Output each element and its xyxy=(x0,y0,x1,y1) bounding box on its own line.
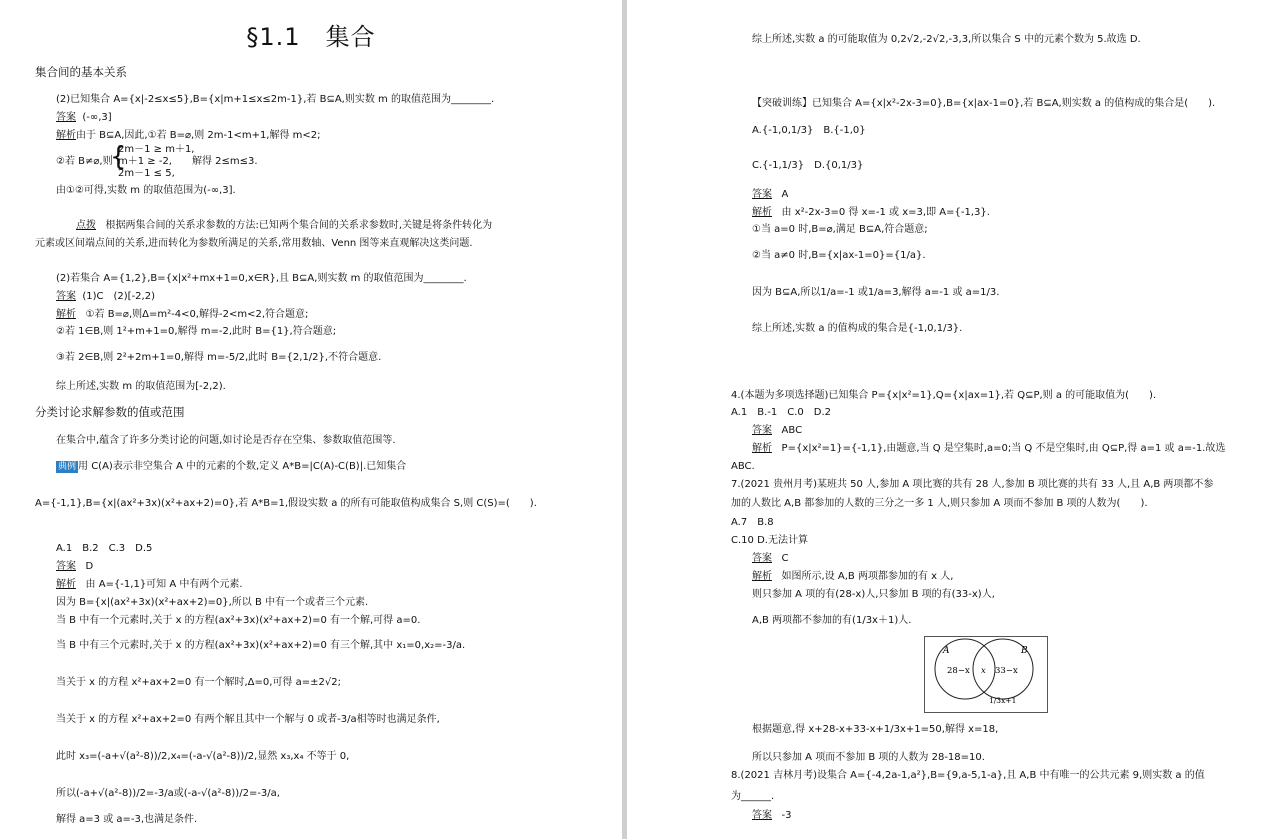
system-eq-1: 2m－1 ≥ m＋1, xyxy=(118,144,195,155)
analysis-label: 解析 xyxy=(56,130,76,141)
system-solution: 解得 2≤m≤3. xyxy=(192,156,258,167)
section-heading-subset: 集合间的基本关系 xyxy=(35,65,127,79)
system-eq-3: 2m－1 ≤ 5, xyxy=(118,168,175,179)
tip-line-1: 点拨 根据两集合间的关系求参数的方法:已知两个集合间的关系求参数时,关键是将条件转化为 xyxy=(76,220,493,231)
example-analysis-2: 因为 B={x|(ax²+3x)(x²+ax+2)=0},所以 B 中有一个或者三个元素. xyxy=(56,597,369,608)
example-options: A.1 B.2 C.3 D.5 xyxy=(56,543,153,554)
analysis-text: 由于 B⊆A,因此,①若 B=⌀,则 2m-1<m+1,解得 m<2; xyxy=(76,130,321,141)
example-line-1: 典例 用 C(A)表示非空集合 A 中的元素的个数,定义 A*B=|C(A)-C(B)|.已知集合 xyxy=(58,461,407,472)
drill-options-cd: C.{-1,1/3} D.{0,1/3} xyxy=(752,160,864,171)
answer-line xyxy=(56,111,112,124)
question-7-analysis-2: 则只参加 A 项的有(28-x)人,只参加 B 项的有(33-x)人, xyxy=(752,589,995,600)
question-7-options-cd: C.10 D.无法计算 xyxy=(731,535,808,546)
drill-analysis-1: 解析 由 x²-2x-3=0 得 x=-1 或 x=3,即 A={-1,3}. xyxy=(752,207,990,218)
drill-analysis-2: ①当 a=0 时,B=⌀,满足 B⊆A,符合题意; xyxy=(752,224,928,235)
question-4-analysis-2: ABC. xyxy=(731,461,755,472)
example-analysis-5: 当关于 x 的方程 x²+ax+2=0 有一个解时,Δ=0,可得 a=±2√2; xyxy=(56,677,341,688)
question-7-analysis-1: 解析 如图所示,设 A,B 两项都参加的有 x 人, xyxy=(752,571,954,582)
region-b-only: 33−x xyxy=(995,666,1018,676)
tip-line-2: 元素或区间端点间的关系,进而转化为参数所满足的关系,常用数轴、Venn 图等来直观解决这类问题. xyxy=(35,238,473,249)
analysis-line-2: 解析 ①若 B=⌀,则Δ=m²-4<0,解得-2<m<2,符合题意; xyxy=(56,309,309,320)
question-8-answer: 答案 -3 xyxy=(752,810,792,821)
example-line-2: A={-1,1},B={x|(ax²+3x)(x²+ax+2)=0},若 A*B=1,假设实数 a 的所有可能取值构成集合 S,则 C(S)=( ). xyxy=(35,498,537,509)
drill-answer: 答案 A xyxy=(752,189,789,200)
example-analysis-6: 当关于 x 的方程 x²+ax+2=0 有两个解且其中一个解与 0 或者-3/a相等时也满足条件, xyxy=(56,714,440,725)
set-a-label: A xyxy=(943,646,950,656)
answer-label: 答案 xyxy=(56,112,76,123)
venn-diagram xyxy=(924,636,1048,713)
question-8-line-2: 为______. xyxy=(731,791,775,802)
question-8-line-1: 8.(2021 吉林月考)设集合 A={-4,2a-1,a²},B={9,a-5,1-a},且 A,B 中有唯一的公共元素 9,则实数 a 的值 xyxy=(731,770,1205,781)
question-7-analysis-3: A,B 两项都不参加的有(1/3x＋1)人. xyxy=(752,615,912,626)
analysis-line xyxy=(56,129,321,142)
answer-value: (-∞,3] xyxy=(82,112,112,123)
question-4-answer: 答案 ABC xyxy=(752,425,803,436)
question-7-answer: 答案 C xyxy=(752,553,789,564)
analysis-summary: 综上所述,实数 m 的取值范围为[-2,2). xyxy=(56,381,226,392)
example-analysis-8: 所以(-a+√(a²-8))/2=-3/a或(-a-√(a²-8))/2=-3/a, xyxy=(56,788,280,799)
region-a-only: 28−x xyxy=(947,666,970,676)
drill-analysis-5: 综上所述,实数 a 的值构成的集合是{-1,0,1/3}. xyxy=(752,323,963,334)
question-7-line-2: 加的人数比 A,B 都参加的人数的三分之一多 1 人,则只参加 A 项而不参加 B 项的人数为( ). xyxy=(731,498,1148,509)
analysis-case-3: ③若 2∈B,则 2²+2m+1=0,解得 m=-5/2,此时 B={2,1/2},不符合题意. xyxy=(56,352,382,363)
question-7-line-1: 7.(2021 贵州月考)某班共 50 人,参加 A 项比赛的共有 28 人,参加 B 项比赛的共有 33 人,且 A,B 两项都不参 xyxy=(731,479,1214,490)
question-7-options-ab: A.7 B.8 xyxy=(731,517,774,528)
venn-svg xyxy=(925,637,1047,712)
page-title: §1.1 集合 xyxy=(246,23,376,51)
question-4: 4.(本题为多项选择题)已知集合 P={x|x²=1},Q={x|ax=1},若 Q⊆P,则 a 的可能取值为( ). xyxy=(731,390,1157,401)
right-page xyxy=(627,0,1270,839)
section-intro: 在集合中,蕴含了许多分类讨论的问题,如讨论是否存在空集、参数取值范围等. xyxy=(56,435,396,446)
drill-question: 【突破训练】已知集合 A={x|x²-2x-3=0},B={x|ax-1=0},若 B⊆A,则实数 a 的值构成的集合是( ). xyxy=(752,98,1216,109)
analysis-case-2: ②若 1∈B,则 1²+m+1=0,解得 m=-2,此时 B={1},符合题意; xyxy=(56,326,337,337)
example-analysis-1: 解析 由 A={-1,1}可知 A 中有两个元素. xyxy=(56,579,243,590)
example-badge: 典例 xyxy=(58,462,77,472)
case-2-label: ②若 B≠⌀,则 xyxy=(56,156,113,167)
example-analysis-7: 此时 x₃=(-a+√(a²-8))/2,x₄=(-a-√(a²-8))/2,显然 x₃,x₄ 不等于 0, xyxy=(56,751,350,762)
drill-analysis-4: 因为 B⊆A,所以1/a=-1 或1/a=3,解得 a=-1 或 a=1/3. xyxy=(752,287,1000,298)
system-eq-2: m＋1 ≥ -2, xyxy=(118,156,172,167)
answer-line-2: 答案 (1)C (2)[-2,2) xyxy=(56,291,155,302)
question-7-analysis-4: 根据题意,得 x+28-x+33-x+1/3x+1=50,解得 x=18, xyxy=(752,724,999,735)
set-b-label: B xyxy=(1021,646,1028,656)
example-analysis-9: 解得 a=3 或 a=-3,也满足条件. xyxy=(56,814,198,825)
analysis-conclusion: 由①②可得,实数 m 的取值范围为(-∞,3]. xyxy=(56,185,236,196)
example-analysis-4: 当 B 中有三个元素时,关于 x 的方程(ax²+3x)(x²+ax+2)=0 有三个解,其中 x₁=0,x₂=-3/a. xyxy=(56,640,466,651)
drill-options-ab: A.{-1,0,1/3} B.{-1,0} xyxy=(752,125,866,136)
question-2-2: (2)若集合 A={1,2},B={x|x²+mx+1=0,x∈R},且 B⊆A,则实数 m 的取值范围为________. xyxy=(56,273,467,284)
example-final: 综上所述,实数 a 的可能取值为 0,2√2,-2√2,-3,3,所以集合 S 中的元素个数为 5.故选 D. xyxy=(752,34,1141,45)
section-heading-classify: 分类讨论求解参数的值或范围 xyxy=(35,405,185,419)
question-4-options: A.1 B.-1 C.0 D.2 xyxy=(731,407,831,418)
drill-analysis-3: ②当 a≠0 时,B={x|ax-1=0}={1/a}. xyxy=(752,250,926,261)
system-brace: { xyxy=(110,142,127,172)
example-answer: 答案 D xyxy=(56,561,94,572)
question-2-1: (2)已知集合 A={x|-2≤x≤5},B={x|m+1≤x≤2m-1},若 B⊆A,则实数 m 的取值范围为________. xyxy=(56,94,495,105)
tip-label: 点拨 xyxy=(76,220,96,231)
region-outside: 1/3x+1 xyxy=(989,696,1017,705)
left-page xyxy=(0,0,622,839)
example-analysis-3: 当 B 中有一个元素时,关于 x 的方程(ax²+3x)(x²+ax+2)=0 有一个解,可得 a=0. xyxy=(56,615,421,626)
region-both: x xyxy=(981,666,986,676)
question-4-analysis-1: 解析 P={x|x²=1}={-1,1},由题意,当 Q 是空集时,a=0;当 Q 不是空集时,由 Q⊆P,得 a=1 或 a=-1.故选 xyxy=(752,443,1226,454)
question-7-analysis-5: 所以只参加 A 项而不参加 B 项的人数为 28-18=10. xyxy=(752,752,985,763)
